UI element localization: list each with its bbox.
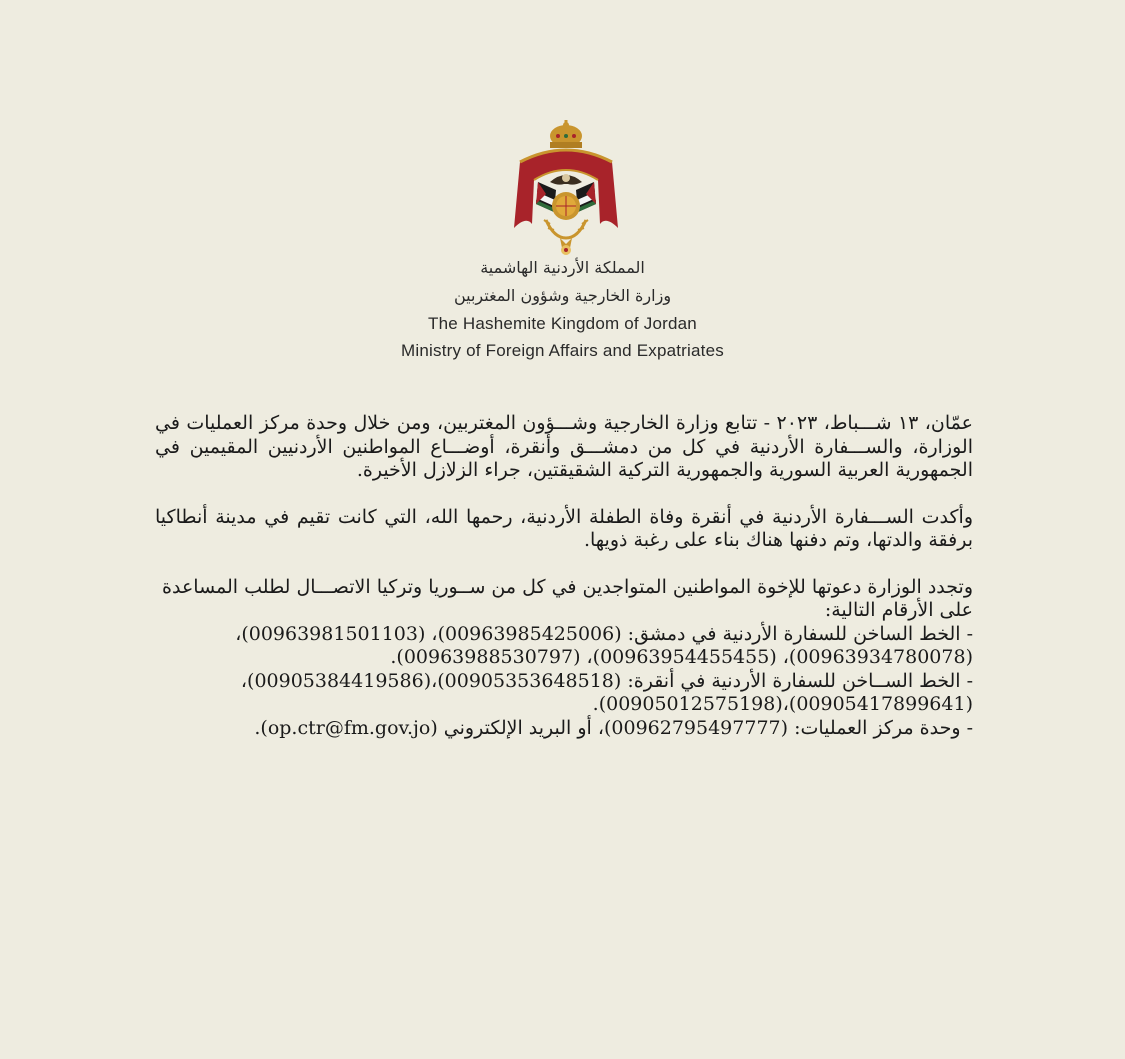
ankara-hotline-line-1: - الخط الســاخن للسفارة الأردنية في أنقرة: (00905353648518)،(00905384419586)، [240, 669, 973, 692]
damascus-hotline-line-2: (00963934780078)، (00963954455455)، (00963988530797). [390, 646, 973, 668]
ankara-hotline-line-2: (00905417899641)،(00905012575198). [592, 693, 973, 715]
paragraph-situation: عمّان، ١٣ شـــباط، ٢٠٢٣ - تتابع وزارة الخارجية وشـــؤون المغتربين، ومن خلال وحدة مركز العمليات في الوزارة، والســـفارة الأردنية في كل من دمشـــق وأنقرة، أوضـــاع المواطنين الأردنيين المقيمين في الجمهورية العربية السورية والجمهورية التركية الشقيقتين، جراء الزلازل الأخيرة. [155, 412, 973, 481]
operations-center-line: - وحدة مركز العمليات: (00962795497777)، أو البريد الإلكتروني (op.ctr@fm.gov.jo). [254, 716, 973, 739]
jordan-coat-of-arms-icon [510, 120, 622, 258]
contacts-intro: وتجدد الوزارة دعوتها للإخوة المواطنين المتواجدين في كل من ســوريا وتركيا الاتصـــال لطلب المساعدة على الأرقام التالية: [162, 575, 973, 621]
paragraph-contacts [155, 576, 973, 741]
statement-body [155, 412, 973, 740]
arabic-ministry-name: وزارة الخارجية وشؤون المغتربين [453, 286, 672, 305]
english-kingdom-name: The Hashemite Kingdom of Jordan [428, 314, 697, 333]
arabic-kingdom-name: المملكة الأردنية الهاشمية [480, 258, 645, 277]
paragraph-condolence: وأكدت الســـفارة الأردنية في أنقرة وفاة الطفلة الأردنية، رحمها الله، التي كانت تقيم في مدينة أنطاكيا برفقة والدتها، وتم دفنها هناك بناء على رغبة ذويها. [155, 505, 973, 551]
english-ministry-name: Ministry of Foreign Affairs and Expatriates [401, 341, 724, 360]
damascus-hotline-line-1: - الخط الساخن للسفارة الأردنية في دمشق: (00963985425006)، (00963981501103)، [235, 622, 973, 645]
